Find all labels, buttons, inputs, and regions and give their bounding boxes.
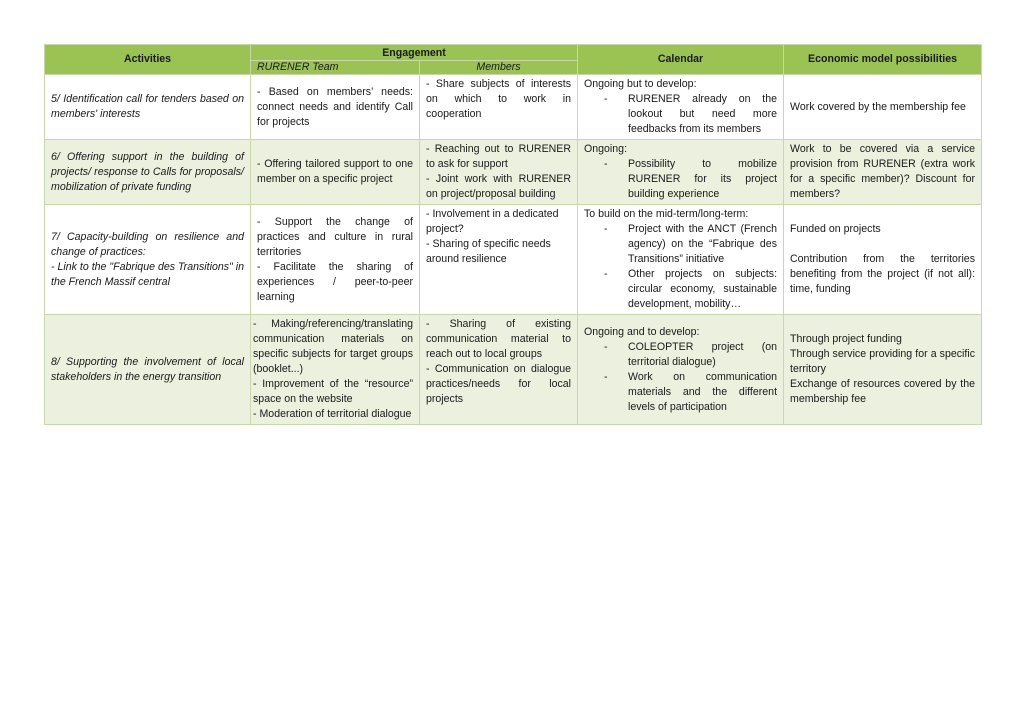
calendar-cell bbox=[578, 140, 784, 205]
economic-text: Through project funding bbox=[790, 333, 902, 345]
list-item: - Possibility to mobilize RURENER for its project building experience bbox=[604, 158, 778, 200]
calendar-intro: Ongoing: bbox=[584, 143, 628, 155]
list-item: - Improvement of the “resource” space on the website bbox=[253, 378, 413, 405]
activity-subline: - Link to the "Fabrique des Transitions" in the French Massif central bbox=[51, 260, 244, 288]
activity-cell: 8/ Supporting the involvement of local stakeholders in the energy transition bbox=[45, 315, 251, 425]
team-cell bbox=[251, 315, 420, 425]
economic-text: Through service providing for a specific territory bbox=[790, 348, 976, 375]
economic-text: Exchange of resources covered by the membership fee bbox=[790, 378, 976, 405]
economic-text: Work covered by the membership fee bbox=[790, 100, 966, 113]
economic-text: Contribution from the territories benefiting from the project (if not all): time, funding bbox=[790, 253, 976, 295]
economic-text: Work to be covered via a service provision from RURENER (extra work for a specific member)? Discount for members? bbox=[790, 143, 976, 200]
list-item: - Based on members’ needs: connect needs and identify Call for projects bbox=[257, 85, 413, 128]
list-item: - Facilitate the sharing of experiences / peer-to-peer learning bbox=[257, 260, 413, 303]
members-cell bbox=[420, 205, 578, 315]
calendar-cell bbox=[578, 315, 784, 425]
list-item: - Communication on dialogue practices/needs for local projects bbox=[426, 363, 572, 405]
members-cell bbox=[420, 140, 578, 205]
activity-cell: 6/ Offering support in the building of projects/ response to Calls for proposals/ mobilization of private funding bbox=[45, 140, 251, 205]
calendar-intro: To build on the mid-term/long-term: bbox=[584, 208, 749, 220]
team-cell bbox=[251, 140, 420, 205]
team-cell bbox=[251, 205, 420, 315]
list-item: - Offering tailored support to one member on a specific project bbox=[257, 158, 413, 185]
members-cell bbox=[420, 315, 578, 425]
list-item: - Project with the ANCT (French agency) on the “Fabrique des Transitions” initiative bbox=[604, 223, 778, 265]
list-item: - Share subjects of interests on which to work in cooperation bbox=[426, 78, 572, 120]
economic-cell bbox=[784, 315, 982, 425]
activity-cell bbox=[45, 205, 251, 315]
economic-cell bbox=[784, 140, 982, 205]
list-item: - Other projects on subjects: circular economy, sustainable development, mobility… bbox=[604, 268, 778, 310]
list-item: - Making/referencing/translating communication materials on specific subjects for target groups (booklet...) bbox=[253, 318, 413, 375]
activity-title: 7/ Capacity-building on resilience and change of practices: bbox=[51, 230, 244, 258]
header-row bbox=[45, 45, 982, 61]
calendar-cell bbox=[578, 205, 784, 315]
calendar-intro: Ongoing and to develop: bbox=[584, 325, 700, 338]
header-members: Members bbox=[420, 61, 578, 75]
list-item: - Sharing of existing communication material to reach out to local groups bbox=[426, 318, 572, 360]
header-calendar: Calendar bbox=[578, 45, 784, 75]
table-row bbox=[45, 140, 982, 205]
table-row bbox=[45, 315, 982, 425]
list-item: - Support the change of practices and culture in rural territories bbox=[257, 215, 413, 258]
header-economic: Economic model possibilities bbox=[784, 45, 982, 75]
economic-cell bbox=[784, 205, 982, 315]
header-engagement: Engagement bbox=[251, 45, 578, 61]
list-item: - Joint work with RURENER on project/proposal building bbox=[426, 173, 572, 200]
team-cell bbox=[251, 75, 420, 140]
list-item: - Work on communication materials and the different levels of participation bbox=[604, 370, 778, 413]
list-item: - Moderation of territorial dialogue bbox=[253, 408, 412, 420]
table-row bbox=[45, 205, 982, 315]
activities-table bbox=[44, 44, 982, 425]
calendar-intro: Ongoing but to develop: bbox=[584, 78, 697, 90]
members-cell bbox=[420, 75, 578, 140]
list-item: - Involvement in a dedicated project? bbox=[426, 208, 559, 235]
activity-cell: 5/ Identification call for tenders based on members' interests bbox=[45, 75, 251, 140]
list-item: - COLEOPTER project (on territorial dialogue) bbox=[604, 340, 778, 368]
economic-text: Funded on projects bbox=[790, 223, 881, 235]
calendar-cell bbox=[578, 75, 784, 140]
list-item: - Sharing of specific needs around resilience bbox=[426, 238, 551, 265]
header-activities: Activities bbox=[45, 45, 251, 75]
table-row bbox=[45, 75, 982, 140]
header-rurener-team: RURENER Team bbox=[251, 61, 420, 75]
list-item: - RURENER already on the lookout but need more feedbacks from its members bbox=[604, 93, 778, 135]
economic-cell bbox=[784, 75, 982, 140]
list-item: - Reaching out to RURENER to ask for support bbox=[426, 143, 572, 170]
